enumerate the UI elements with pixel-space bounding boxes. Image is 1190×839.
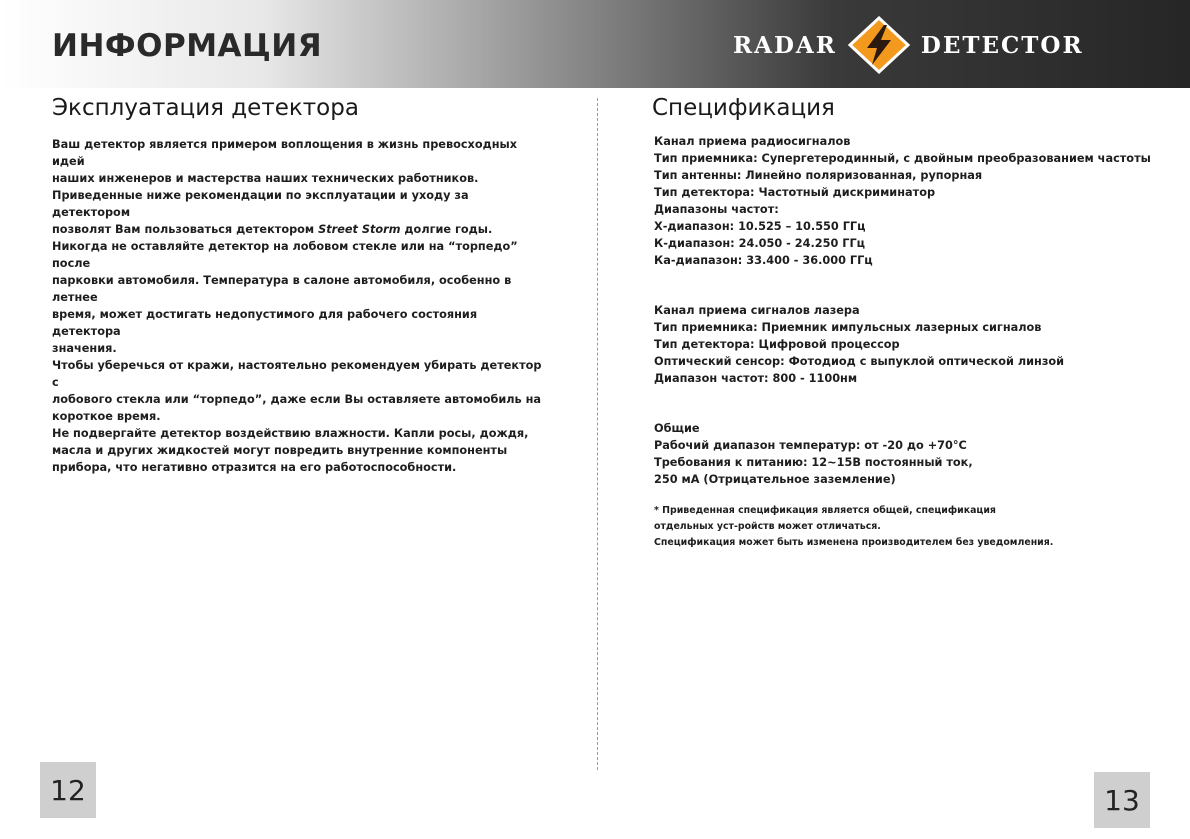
specification-heading: Спецификация — [652, 95, 835, 121]
spec-line: Тип антенны: Линейно поляризованная, рупорная — [654, 169, 983, 182]
spec-line: Диапазон частот: 800 - 1100нм — [654, 372, 858, 385]
text-line: время, может достигать недопустимого для рабочего состояния детектора — [52, 308, 478, 338]
spec-line: Требования к питанию: 12~15В постоянный ток, — [654, 456, 973, 469]
spec-radio-block — [654, 133, 1174, 269]
spec-line: Диапазоны частот: — [654, 203, 779, 216]
text-line: Не подвергайте детектор воздействию влажности. Капли росы, дождя, — [52, 427, 529, 440]
paragraph — [52, 187, 542, 238]
text-line: Ваш детектор является примером воплощения в жизнь превосходных идей — [52, 138, 518, 168]
spec-line: Канал приема радиосигналов — [654, 135, 851, 148]
logo-word-detector: DETECTOR — [920, 31, 1084, 59]
spec-line: 250 мА (Отрицательное заземление) — [654, 473, 896, 486]
note-line: * Приведенная спецификация является общей, спецификация — [654, 505, 996, 516]
spec-line: Тип детектора: Цифровой процессор — [654, 338, 900, 351]
lightning-bolt-icon — [847, 16, 911, 74]
note-line: Спецификация может быть изменена производителем без уведомления. — [654, 537, 1054, 548]
page-header — [0, 0, 1190, 88]
spec-general-block — [654, 420, 1174, 488]
note-line: отдельных уст-ройств может отличаться. — [654, 521, 881, 532]
spec-footnote — [654, 503, 1154, 551]
spec-line: Тип детектора: Частотный дискриминатор — [654, 186, 936, 199]
text-line: короткое время. — [52, 410, 161, 423]
logo-word-radar: RADAR — [733, 31, 837, 59]
text-line: Приведенные ниже рекомендации по эксплуатации и уходу за детектором — [52, 189, 469, 219]
spec-line: Х-диапазон: 10.525 – 10.550 ГГц — [654, 220, 866, 233]
page-number-left: 12 — [40, 762, 96, 818]
spec-line: Рабочий диапазон температур: от -20 до +70°С — [654, 439, 967, 452]
text-line: лобового стекла или “торпедо”, даже если Вы оставляете автомобиль на — [52, 393, 542, 406]
text-line: прибора, что негативно отразится на его работоспособности. — [52, 461, 457, 474]
spec-line: Ка-диапазон: 33.400 - 36.000 ГГц — [654, 254, 873, 267]
page-number-right: 13 — [1094, 772, 1150, 828]
paragraph — [52, 357, 542, 425]
paragraph — [52, 238, 542, 357]
spec-laser-block — [654, 302, 1174, 387]
radar-detector-logo — [733, 16, 1084, 74]
text-line: значения. — [52, 342, 117, 355]
spec-line: Оптический сенсор: Фотодиод с выпуклой оптической линзой — [654, 355, 1065, 368]
operation-heading: Эксплуатация детектора — [52, 95, 359, 121]
text-line: позволят Вам пользоваться детектором — [52, 223, 319, 236]
section-title: ИНФОРМАЦИЯ — [52, 28, 323, 64]
text-line: Чтобы уберечься от кражи, настоятельно рекомендуем убирать детектор с — [52, 359, 542, 389]
spec-line: Общие — [654, 422, 700, 435]
text-line: Никогда не оставляйте детектор на лобовом стекле или на “торпедо” после — [52, 240, 518, 270]
column-divider — [597, 98, 598, 770]
paragraph — [52, 425, 542, 476]
operation-text — [52, 136, 542, 476]
paragraph — [52, 136, 542, 187]
text-line: наших инженеров и мастерства наших технических работников. — [52, 172, 479, 185]
spec-line: Канал приема сигналов лазера — [654, 304, 860, 317]
text-line: парковки автомобиля. Температура в салоне автомобиля, особенно в летнее — [52, 274, 512, 304]
spec-line: К-диапазон: 24.050 - 24.250 ГГц — [654, 237, 866, 250]
product-name: Street Storm — [318, 223, 401, 236]
spec-line: Тип приемника: Приемник импульсных лазерных сигналов — [654, 321, 1042, 334]
spec-line: Тип приемника: Супергетеродинный, с двойным преобразованием частоты — [654, 152, 1151, 165]
text-line: масла и других жидкостей могут повредить внутренние компоненты — [52, 444, 508, 457]
text-line: долгие годы. — [400, 223, 493, 236]
